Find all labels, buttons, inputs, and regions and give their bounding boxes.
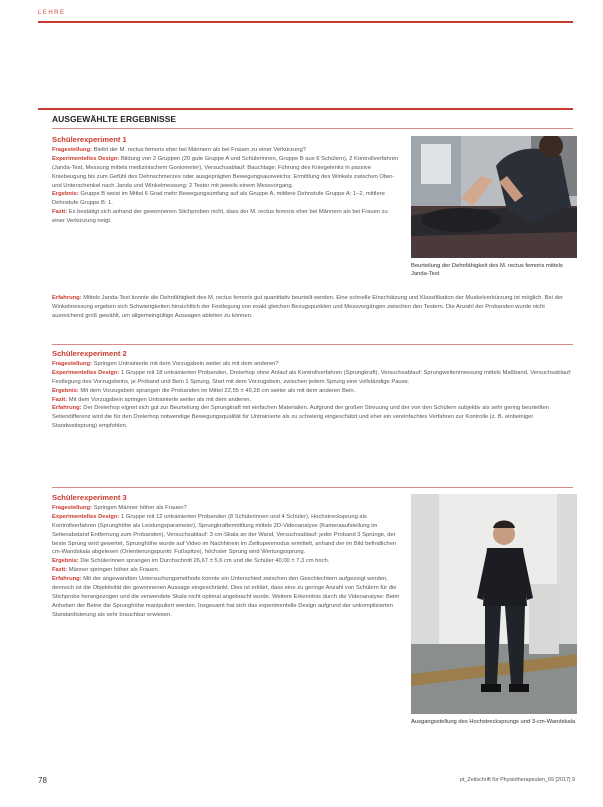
paragraph-text: Bildung von 2 Gruppen (20 gute Gruppe A und Schülerinnen, Gruppe B aus 6 Schülern), 2 Kontrollverfahren (Janda-Test, Messung mittels medizinischem Goniometer), Versuchsablauf: Bauchlage; Führung des Kniegelenks in passive Kniebeugung bis zum Gefühl des Dehnschmerzes oder ausgeprägten Bewegungsausweichs; Ermittlung des Winkels zwischen Ober- und Unterschenkel nach Janda und Winkelmessung; 2 Tester mit jeweils einem Messvorgang.	[52, 155, 399, 189]
running-title: LEHRE	[38, 10, 66, 16]
paragraph-text: Die Schülerinnen sprangen im Durchschnitt 26,67 ± 5,6 cm und die Schüler 40,00 ± 7,3 cm hoch.	[80, 558, 330, 565]
paragraph-label: Erfahrung:	[52, 295, 82, 301]
header-rule	[38, 21, 573, 23]
paragraph-label: Erfahrung:	[52, 576, 82, 583]
paragraph-label: Experimentelles Design:	[52, 369, 120, 376]
experiment-title: Schülerexperiment 3	[52, 493, 127, 502]
section-separator	[52, 128, 573, 129]
paragraph-text: Es bestätigt sich anhand der gewonnenen Stichproben nicht, dass der M. rectus femoris eher bei Männern als bei Frauen zu einer Verkürzung neigt.	[52, 209, 388, 225]
paragraph-text: Gruppe B weist im Mittel 6 Grad mehr Bewegungsumfang auf als Gruppe A, mittlere Dehnstufe Gruppe A: 1–2, mittlere Dehnstufe Gruppe B: 1.	[52, 191, 385, 207]
paragraph	[52, 513, 402, 558]
paragraph-text: Mit der angewandten Untersuchungsmethode konnte ein Unterschied zwischen den Geschlechtern aufgezeigt werden, dennoch ist die Objektivität der gewonnenen Aussage eingeschränkt. Dies ist erklärt, dass eine zu geringe Anzahl von Schülern für die Stichprobe herangezogen und die verwendete Skala nicht optimal angebracht wurde. Weitere Erkenntnis durch die Videoanalyse: Beim Anheben der Beine die Sprunghöhe manipuliert werden. Insgesamt hat sich das experimentelle Design aufgrund der unkomplizierten Standardisierung als sehr brauchbar erwiesen.	[52, 576, 400, 618]
paragraph-label: Ergebnis:	[52, 191, 79, 198]
paragraph-label: Fragestellung:	[52, 504, 92, 511]
paragraph	[52, 369, 577, 387]
paragraph	[52, 404, 577, 431]
paragraph-text: 1 Gruppe mit 18 untrainierten Probanden, Dreierhop ohne Anlauf als Kontrollverfahren (Sprungkraft), Versuchsablauf: Sprungweitenmessung mittels Maßband, Versuchsablauf: Festlegung des Vorzugsbeins, je Proband und Bein 1 Sprung, Start mit dem Vorzugsbein, zwischen jedem Sprung eine vollständige Pause.	[52, 369, 572, 385]
paragraph	[52, 208, 402, 226]
paragraph-label: Experimentelles Design:	[52, 513, 120, 520]
paragraph-label: Fragestellung:	[52, 146, 92, 153]
section-title: AUSGEWÄHLTE ERGEBNISSE	[52, 114, 177, 124]
experiment-title: Schülerexperiment 1	[52, 135, 127, 144]
paragraph-text: Mit dem Vorzugsbein springen Untrainierte weiter als mit dem anderen.	[68, 396, 252, 403]
paragraph-label: Fazit:	[52, 396, 68, 403]
jump-test-photo	[411, 494, 577, 714]
paragraph-label: Fazit:	[52, 567, 68, 574]
paragraph	[52, 360, 577, 369]
paragraph-label: Fazit:	[52, 209, 68, 216]
paragraph	[52, 294, 577, 321]
paragraph-label: Fragestellung:	[52, 360, 92, 367]
experiment-1	[52, 136, 402, 226]
paragraph	[52, 396, 577, 405]
paragraph-label: Experimentelles Design:	[52, 155, 120, 162]
experiment-3	[52, 494, 402, 620]
janda-test-photo	[411, 136, 577, 258]
experiment-title: Schülerexperiment 2	[52, 349, 127, 358]
separator	[52, 487, 573, 488]
experiment-2	[52, 350, 577, 431]
paragraph	[52, 155, 402, 191]
paragraph	[52, 190, 402, 208]
paragraph-label: Ergebnis:	[52, 558, 79, 565]
paragraph-text: Männer springen höher als Frauen.	[68, 567, 160, 574]
publication-source: pt_Zeitschrift für Physiotherapeuten_69 [2017] 9	[459, 777, 575, 783]
paragraph-label: Ergebnis:	[52, 387, 79, 394]
paragraph	[52, 387, 577, 396]
paragraph	[52, 146, 402, 155]
section-rule	[38, 108, 573, 110]
paragraph-text: Bleibt der M. rectus femoris eher bei Männern als bei Frauen zu einer Verkürzung?	[93, 146, 306, 153]
paragraph	[52, 566, 402, 575]
paragraph-text: Mit dem Vorzugsbein sprangen die Probanden im Mittel 22,55 ± 49,28 cm weiter als mit dem anderen Bein.	[80, 387, 356, 394]
paragraph-text: Springen Untrainierte mit dem Vorzugsbein weiter als mit dem anderen?	[93, 360, 279, 367]
paragraph-label: Erfahrung:	[52, 405, 82, 412]
figure-caption-1: Beurteilung der Dehnfähigkeit des M. rectus femoris mittels Janda-Test	[411, 263, 563, 277]
paragraph-text: 1 Gruppe mit 12 untrainierten Probanden (8 Schülerinnen und 4 Schüler), Hochstrecksprung als Kontrollverfahren (Sprunghöhe als Leistungsparameter), Sprungkraftermittlung mittels 2D-Videoanalyse (Kameraaufstellung im Seitenabstand Entfernung zum Probanden), Versuchsablauf: 3 cm-Skala an der Wand, Versuchsablauf: jeder Proband 3 Sprünge, der beste Sprung wird gewertet, Sprunghöhe wurde auf Video im Nachhinein im Zeitlupenmodus ermittelt, anhand der im Bild befindlichen cm-Wandskala abgelesen (Orientierungspunkt: Fußspitze), höchster Sprung wird Wertungssprung.	[52, 513, 397, 556]
page-number: 78	[38, 776, 47, 785]
paragraph	[52, 504, 402, 513]
separator	[52, 344, 573, 345]
paragraph	[52, 575, 402, 620]
figure-caption-2: Ausgangsstellung des Hochstrecksprungs und 3-cm-Wandskala	[411, 719, 576, 725]
paragraph-text: Springen Männer höher als Frauen?	[93, 504, 187, 511]
experiment-1-conclusion	[52, 294, 577, 321]
paragraph-text: Der Dreierhop eignet sich gut zur Beurteilung der Sprungkraft mit einfachen Materialien. Aufgrund der großen Streuung und der von den Schülern subjektiv als sehr gering beurteilten Seitendifferenz wird die für den Dreierhop notwendige Bewegungsqualität für Untrainierte als zu schwierig eingeschätzt und eher ein vereinfachtes Verfahren zur Kontrolle (z. B. einbeiniger Standweitsprung) empfohlen.	[52, 405, 549, 430]
paragraph	[52, 557, 402, 566]
paragraph-text: Mittels Janda-Test konnte die Dehnfähigkeit des M. rectus femoris gut quantitativ beurteilt werden. Eine schnelle Einschätzung und Klassifikation der Muskelverkürzung ist möglich. Bei der Winkelmessung ergeben sich Schwierigkeiten hinsichtlich der Festlegung von exakt gleichen Bezugspunkten und Messvorgängen zwischen den Testern. Die Anzahl der Probanden wurde nicht ausreichend groß gewählt, um allgemeingültige Aussagen ableiten zu können.	[52, 295, 564, 319]
